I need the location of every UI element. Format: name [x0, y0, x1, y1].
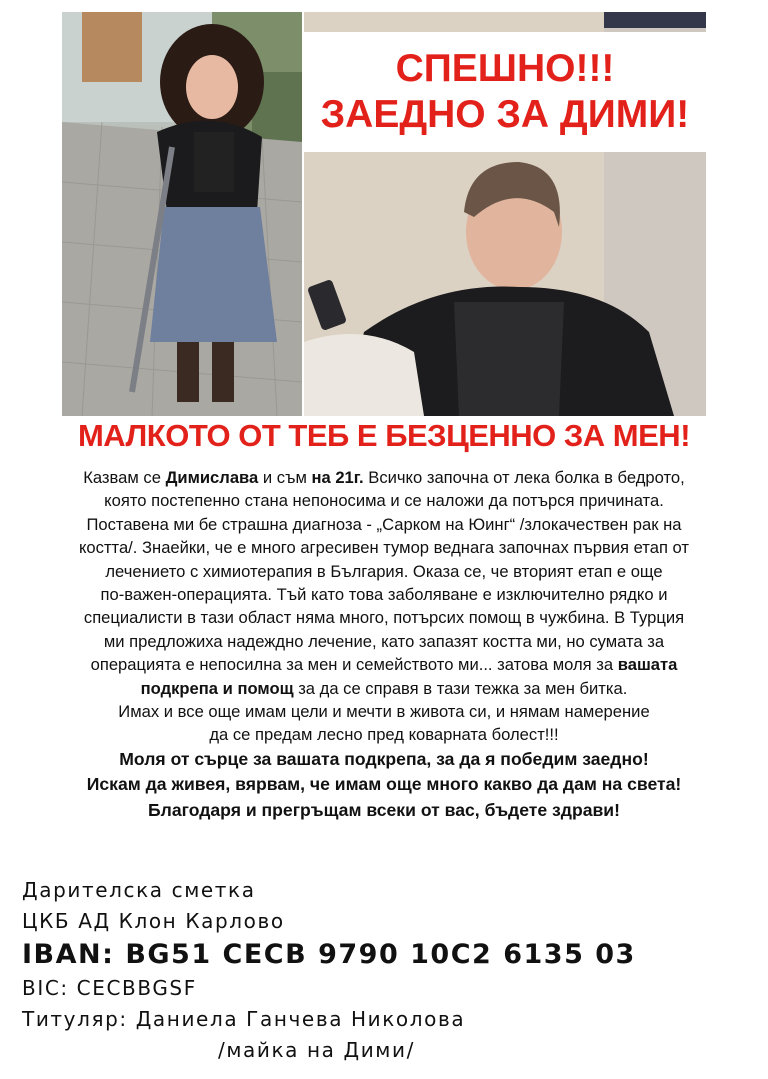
headline: МАЛКОТО ОТ ТЕБ Е БЕЗЦЕННО ЗА МЕН! [77, 418, 691, 453]
urgent-banner [304, 32, 706, 152]
story-fragment: и съм [258, 468, 312, 487]
photo-girl-with-crutch [62, 12, 302, 416]
story-line: Поставена ми бе страшна диагноза - „Сарком на Юинг“ /злокачествен рак на [86, 514, 682, 534]
story-line [20, 653, 748, 676]
account-title: Дарителска сметка [22, 878, 256, 902]
appeal-line: Благодаря и прегръщам всеки от вас, бъдете здрави! [148, 799, 620, 820]
account-holder: Титуляр: Даниела Ганчева Николова [22, 1007, 466, 1031]
story-line [20, 677, 748, 700]
story-age: на 21г. [311, 468, 364, 487]
photo-girl-with-crutch-illustration [62, 12, 302, 416]
story-line: да се предам лесно пред коварната болест!!! [209, 725, 559, 745]
story-line: по-важен-операцията. Тъй като това заболяване е изключително рядко и [100, 585, 668, 605]
story-fragment: за да се справя в тази тежка за мен битка. [293, 678, 628, 698]
story-line: костта/. Знаейки, че е много агресивен тумор веднага започнах първия етап от [78, 538, 690, 558]
account-bank: ЦКБ АД Клон Карлово [22, 909, 285, 933]
appeal-line: Моля от сърце за вашата подкрепа, за да я победим заедно! [119, 748, 649, 769]
story-line: лечението с химиотерапия в България. Оказа се, че вторият етап е още [105, 561, 663, 581]
story-line: която постепенно стана непоносима и се наложи да потърся причината. [104, 491, 664, 511]
story-line: Имах и все още имам цели и мечти в живота си, и нямам намерение [118, 702, 650, 722]
story-text [20, 466, 748, 823]
story-fragment-bold: подкрепа и помощ [140, 678, 294, 698]
appeal-line: Искам да живея, вярвам, че имам още много какво да дам на света! [86, 774, 682, 795]
account-bic: BIC: CECBBGSF [22, 976, 197, 1000]
account-holder-relation: /майка на Дими/ [218, 1038, 415, 1062]
story-line: ми предложиха надеждно лечение, като запазят костта ми, но сумата за [103, 631, 665, 651]
story-name: Димислава [165, 468, 259, 487]
story-line [20, 466, 748, 489]
story-fragment: Казвам се [83, 468, 166, 487]
story-fragment: операцията е непосилна за мен и семейството ми... затова моля за [90, 655, 618, 675]
urgent-title: СПЕШНО!!! [395, 47, 615, 90]
story-fragment-bold: вашата [617, 655, 678, 675]
account-iban: IBAN: BG51 CECB 9790 10C2 6135 03 [22, 939, 636, 970]
story-fragment: Всичко започна от лека болка в бедрото, [363, 468, 685, 487]
story-line: специалисти в тази област няма много, потърсих помощ в чужбина. В Турция [83, 608, 685, 628]
together-title: ЗАЕДНО ЗА ДИМИ! [320, 93, 690, 136]
donation-account [22, 875, 742, 1066]
